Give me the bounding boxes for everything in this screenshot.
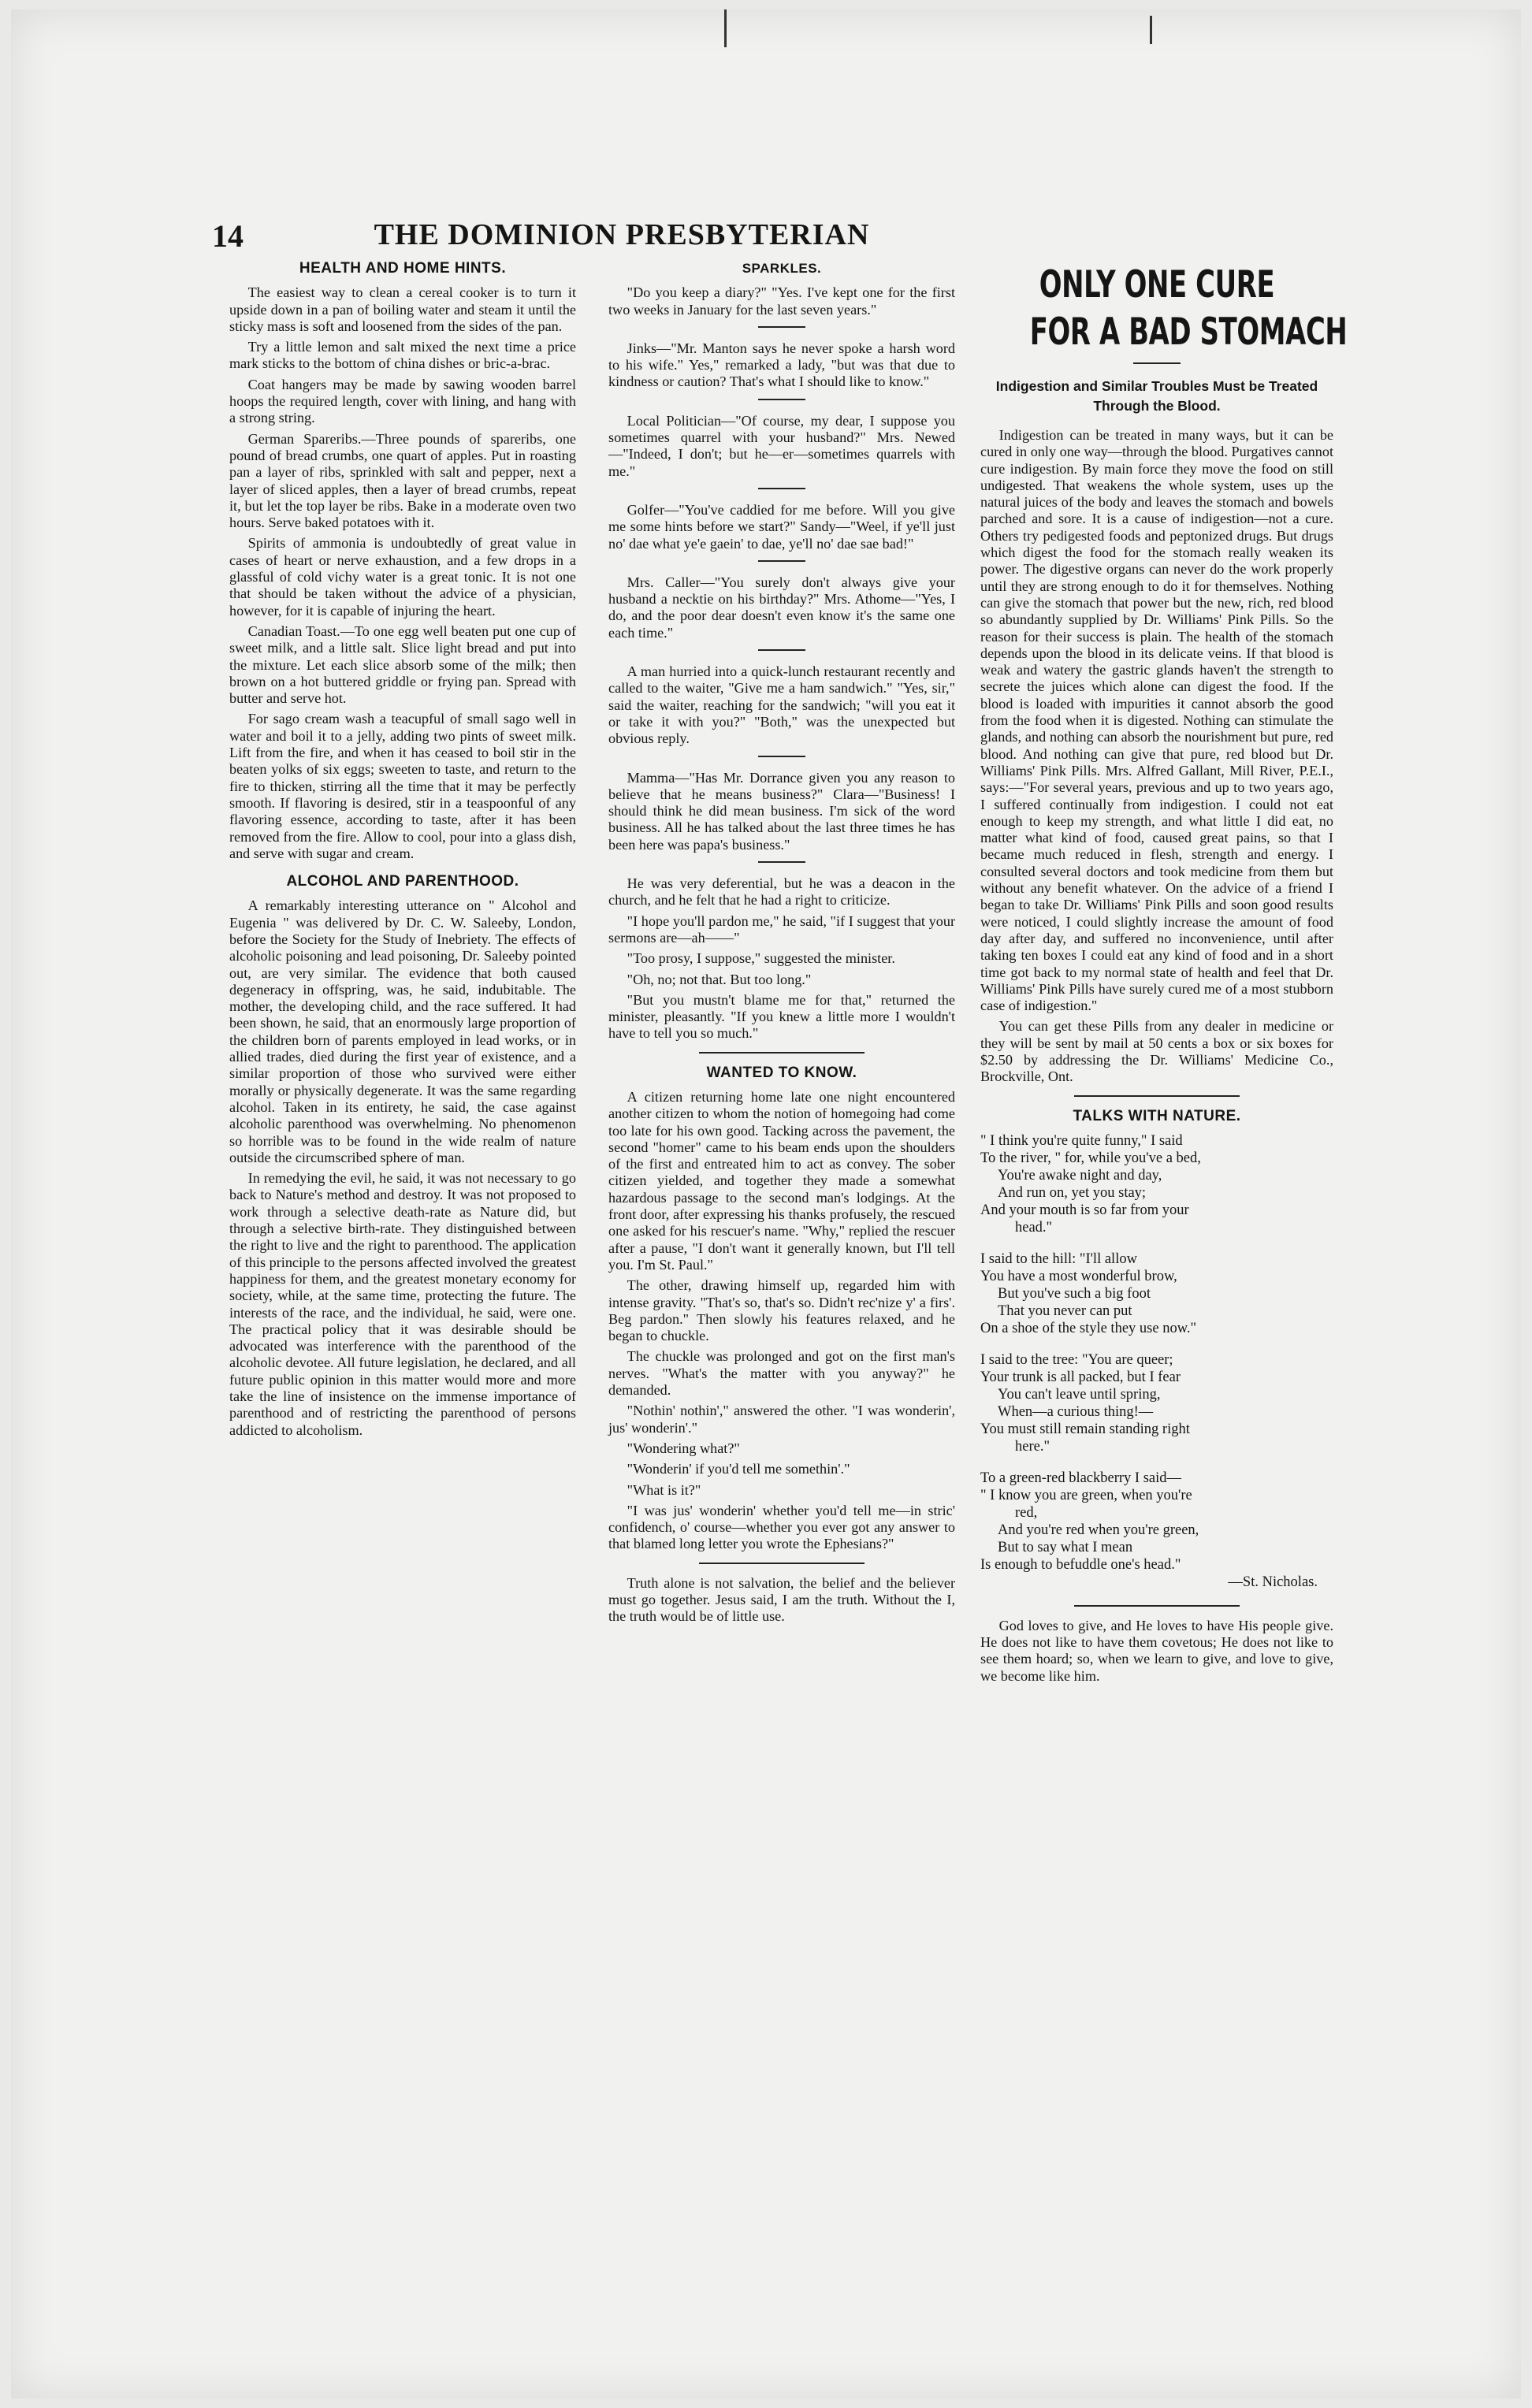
margin-mark: [1150, 16, 1152, 44]
paragraph: For sago cream wash a teacupful of small sago well in water and boil it to a jelly, adding two pints of sweet milk. Lift from the fire, and when it has ceased to boil stir in the beaten yolks of six eggs; sweeten to taste, and return to the fire to thicken, stirring all the time that it may be perfectly smooth. If flavoring is desired, stir in a teaspoonful of any flavoring essence, according to taste, after it has been removed from the fire. Allow to cool, pour into a glass dish, and serve with sugar and cream.: [229, 711, 576, 861]
paragraph: In remedying the evil, he said, it was not necessary to go back to Nature's method and destroy. It was not proposed to work through a selective death-rate as Nature did, but through a selective birth-rate. They distinguished between the right to live and the right to parenthood. The application of this principle to the persons affected involved the greatest happiness for them, and the greatest monetary economy for society, while, at the same time, protecting the future. The interests of the race, and the individual, he said, were one. The practical policy that it was desirable should be advocated was interference with the parenthood of the alcoholic devotee. All future legislation, he declared, and all future public opinion in this matter would more and more take the line of insistence on the immense importance of parenthood and of restricting the parenthood of persons addicted to alcoholism.: [229, 1170, 576, 1438]
poem-line: But to say what I mean: [998, 1539, 1133, 1555]
poem-line: And your mouth is so far from your: [980, 1202, 1189, 1218]
poem-line: Is enough to befuddle one's head.": [980, 1556, 1181, 1573]
divider: [758, 488, 805, 489]
alcohol-article-body: [229, 897, 576, 1439]
section-heading-health: HEALTH AND HOME HINTS.: [299, 260, 507, 277]
section-heading-wanted: WANTED TO KNOW.: [706, 1064, 857, 1081]
paragraph: "Wonderin' if you'd tell me somethin'.": [627, 1461, 850, 1477]
poem-line: " I think you're quite funny," I said: [980, 1132, 1183, 1149]
column-health-hints: [229, 260, 576, 1443]
stanza: [980, 1470, 1333, 1591]
paragraph: Golfer—"You've caddied for me before. Will you give me some hints before we start?" Sandy—"Weel, if ye'll just no' dae what ye'e gaein' to dae, ye'll no' dae sae bad!": [608, 501, 955, 552]
divider: [1074, 1095, 1240, 1097]
poem-line: But you've such a big foot: [998, 1285, 1151, 1302]
poem-line: You must still remain standing right: [980, 1421, 1190, 1437]
page-header: [212, 217, 984, 262]
paragraph: He was very deferential, but he was a deacon in the church, and he felt that he had a right to criticize.: [608, 875, 955, 909]
poem-line: And you're red when you're green,: [998, 1522, 1199, 1538]
ad-subheadline: Indigestion and Similar Troubles Must be Treated Through the Blood.: [995, 378, 1318, 414]
paragraph: German Spareribs.—Three pounds of spareribs, one pound of bread crumbs, one quart of apples. Put in roasting pan a layer of ribs, sprinkled with salt and pepper, next a layer of sliced apples, then a layer of bread crumbs, repeat it, but let the top layer be ribs. Bake in a moderate oven two hours. Serve baked potatoes with it.: [229, 430, 576, 531]
poem-talks-with-nature: [980, 1132, 1333, 1591]
paragraph: "Too prosy, I suppose," suggested the minister.: [627, 950, 895, 967]
paragraph: Canadian Toast.—To one egg well beaten put one cup of sweet milk, and a little salt. Slice light bread and put into the mixture. Let each slice absorb some of the milk; then brown on a hot buttered griddle or frying pan. Spread with butter and serve hot.: [229, 622, 576, 707]
sparkle-item: [608, 574, 955, 641]
stanza: [980, 1250, 1333, 1337]
sparkle-item: [608, 340, 955, 391]
sparkle-item: [608, 663, 955, 747]
wanted-article-body: [608, 1089, 955, 1553]
divider: [699, 1052, 865, 1054]
ad-headline-line-1: ONLY ONE CURE: [1039, 263, 1275, 307]
newspaper-title: THE DOMINION PRESBYTERIAN: [374, 218, 870, 251]
paragraph: Local Politician—"Of course, my dear, I suppose you sometimes quarrel with your husband?" Mrs. Newed—"Indeed, I don't; but he—er—sometimes quarrels with me.": [608, 412, 955, 479]
poem-line: You can't leave until spring,: [998, 1386, 1161, 1403]
paragraph: "But you mustn't blame me for that," returned the minister, pleasantly. "If you knew a little more I wouldn't have to tell you so much.": [608, 991, 955, 1042]
newspaper-page: [11, 9, 1521, 2399]
poem-line: Your trunk is all packed, but I fear: [980, 1369, 1181, 1385]
paragraph: Mamma—"Has Mr. Dorrance given you any reason to believe that he means business?" Clara—"Business! I should think he did mean business. I'm sick of the word business. All he has talked about the last three times he has been here was papa's business.": [608, 769, 955, 853]
poem-line: You have a most wonderful brow,: [980, 1268, 1177, 1284]
divider: [758, 861, 805, 863]
paragraph: Jinks—"Mr. Manton says he never spoke a harsh word to his wife." Yes," remarked a lady, "but was that due to kindness or caution? That's what I should like to know.": [608, 340, 955, 390]
paragraph: Coat hangers may be made by sawing wooden barrel hoops the required length, cover with lining, and hang with a strong string.: [229, 376, 576, 426]
divider: [758, 756, 805, 757]
sparkles-items: [608, 284, 955, 1042]
ad-headline-line-2: FOR A BAD STOMACH: [1029, 310, 1348, 354]
poem-line: On a shoe of the style they use now.": [980, 1320, 1197, 1336]
ad-body: [980, 427, 1333, 1086]
divider: [1074, 1605, 1240, 1607]
paragraph: The easiest way to clean a cereal cooker is to turn it upside down in a pan of boiling water and steam it until the sticky mass is soft and loosened from the sides of the pan.: [229, 284, 576, 334]
page-number: 14: [212, 218, 244, 254]
paragraph: The chuckle was prolonged and got on the first man's nerves. "What's the matter with you anyway?" he demanded.: [608, 1348, 955, 1399]
paragraph: A remarkably interesting utterance on " Alcohol and Eugenia " was delivered by Dr. C. W. Saleeby, London, before the Society for the Study of Inebriety. The effects of alcoholic poisoning and lead poisoning, Dr. Saleeby pointed out, are very similar. The evidence that both caused degeneracy in offspring, was, he said, indubitable. The mother, the developing child, and the race suffered. It had been shown, he said, that an enormously large proportion of the children born of parents employed in lead works, or in allied trades, died during the first year of existence, and a similar proportion of those who survived were either morally or physically degenerate. It was the same regarding alcohol. Taken in its entirety, he said, the case against alcoholic parenthood was overwhelming. No phenomenon so horrible was to be found in the wide realm of nature outside the circumscribed sphere of man.: [229, 897, 576, 1165]
section-heading-sparkles: SPARKLES.: [742, 261, 822, 276]
poem-line: " I know you are green, when you're: [980, 1487, 1192, 1503]
divider: [758, 399, 805, 400]
poem-line: red,: [1015, 1504, 1038, 1521]
paragraph: Spirits of ammonia is undoubtedly of great value in cases of heart or nerve exhaustion, and a few drops in a glassful of cold vichy water is a great tonic. It is not one that should be taken without the advice of a physician, however, for it is capable of injuring the heart.: [229, 535, 576, 619]
divider: [758, 326, 805, 328]
closing-paragraph: God loves to give, and He loves to have His people give. He does not like to have them covetous; He does not like to see them hoard; so, when we learn to give, and love to give, we become like him.: [980, 1617, 1333, 1684]
sparkle-item: [608, 770, 955, 853]
divider: [758, 649, 805, 651]
poem-line: When—a curious thing!—: [998, 1403, 1154, 1420]
margin-mark: [724, 9, 727, 47]
stanza: [980, 1132, 1333, 1236]
column-sparkles: [608, 260, 955, 1626]
section-heading-alcohol: ALCOHOL AND PARENTHOOD.: [286, 873, 519, 890]
paragraph: Indigestion can be treated in many ways, but it can be cured in only one way—through the blood. Purgatives cannot cure indigestion. By main force they move the food on still undigested. That weakens the whole system, uses up the natural juices of the body and leaves the stomach and bowels parched and sore. It is a cause of indigestion—not a cure. Others try pedigested foods and peptonized drugs. But drugs which digest the food for the stomach really weaken its power. The digestive organs can never do the work properly until they are strong enough to do it for themselves. Nothing can give the stomach that power but the new, rich, red blood so abundantly supplied by Dr. Williams' Pink Pills. So the reason for their success is plain. The health of the stomach depends upon the blood in its delicate veins. If that blood is weak and watery the gastric glands haven't the strength to secrete the juices which alone can digest the food. If the blood is loaded with impurities it cannot absorb the good from the food when it is digested. Nothing can stimulate the glands, and nothing can absorb the nourishment but pure, red blood. And nothing can give that pure, red blood but Dr. Williams' Pink Pills. Mrs. Alfred Gallant, Mill River, P.E.I., says:—"For several years, previous and up to two years ago, I suffered continually from indigestion. I could not eat enough to keep my strength, and what little I did eat, no matter what kind of food, caused great pains, so that I became much reduced in flesh, strength and energy. I consulted several doctors and took medicine from them but without any benefit whatever. On the advice of a friend I began to take Dr. Williams' Pink Pills and soon good results were noticed, I could slightly increase the amount of food day after day, and suffered no inconvenience, until after taking ten boxes I could eat any kind of food and in a short time got back to my normal state of health and feel that Dr. Williams' Pink Pills have surely cured me of a most stubborn case of indigestion.": [980, 427, 1333, 1014]
divider: [1133, 362, 1181, 364]
poem-attribution: —St. Nicholas.: [1228, 1574, 1318, 1590]
paragraph: Mrs. Caller—"You surely don't always give your husband a necktie on his birthday?" Mrs. Athome—"Yes, I do, and the poor dear doesn't even know it's the same one each time.": [608, 574, 955, 641]
sparkle-item: [608, 502, 955, 552]
section-heading-talks: TALKS WITH NATURE.: [1073, 1107, 1241, 1124]
health-hints-body: [229, 284, 576, 862]
poem-line: To the river, " for, while you've a bed,: [980, 1150, 1201, 1166]
sparkle-item: [608, 284, 955, 318]
divider: [699, 1563, 865, 1564]
sparkle-item: [608, 875, 955, 1042]
paragraph: "Nothin' nothin'," answered the other. "I was wonderin', jus' wonderin'.": [608, 1403, 955, 1436]
paragraph: "Oh, no; not that. But too long.": [627, 971, 812, 987]
paragraph: You can get these Pills from any dealer in medicine or they will be sent by mail at 50 cents a box or six boxes for $2.50 by addressing the Dr. Williams' Medicine Co., Brockville, Ont.: [980, 1018, 1333, 1085]
poem-line: To a green-red blackberry I said—: [980, 1470, 1182, 1486]
poem-line: here.": [1015, 1438, 1050, 1455]
poem-line: I said to the hill: "I'll allow: [980, 1250, 1137, 1267]
stanza: [980, 1351, 1333, 1455]
paragraph: A citizen returning home late one night encountered another citizen to whom the notion of homegoing had come too late for his own good. Tacking across the pavement, the second "homer" came to his beam ends upon the shoulders of the first and entreated him to act as convey. The sober citizen yielded, and together they made a somewhat hazardous passage to the second man's lodgings. At the front door, after expressing his thanks profusely, the rescued one asked for his rescuer's name. "Why," replied the rescuer after a pause, "I don't want it generally known, but I'll tell you. I'm St. Paul.": [608, 1088, 955, 1273]
paragraph: "What is it?": [627, 1481, 701, 1498]
paragraph: Try a little lemon and salt mixed the next time a price mark sticks to the bottom of china dishes or bric-a-brac.: [229, 339, 576, 372]
paragraph: "Wondering what?": [627, 1440, 740, 1456]
poem-line: And run on, yet you stay;: [998, 1184, 1147, 1201]
poem-line: You're awake night and day,: [998, 1167, 1162, 1184]
closing-paragraph: Truth alone is not salvation, the belief and the believer must go together. Jesus said, I am the truth. Without the I, the truth would be of little use.: [608, 1574, 955, 1625]
paragraph: "I was jus' wonderin' whether you'd tell me—in stric' confidench, o' course—whether you ever got any answer to that blamed long letter you wrote the Ephesians?": [608, 1502, 955, 1552]
poem-line: That you never can put: [998, 1302, 1132, 1319]
column-advertisement: [980, 260, 1348, 1685]
paragraph: The other, drawing himself up, regarded him with intense gravity. "That's so, that's so. Didn't rec'nize y' a firs'. Beg pardon." Then slowly his features relaxed, and he began to chuckle.: [608, 1277, 955, 1344]
sparkle-item: [608, 413, 955, 480]
divider: [758, 560, 805, 562]
poem-line: I said to the tree: "You are queer;: [980, 1351, 1173, 1368]
poem-line: head.": [1015, 1219, 1053, 1236]
paragraph: "Do you keep a diary?" "Yes. I've kept one for the first two weeks in January for the last seven years.": [608, 284, 955, 318]
paragraph: A man hurried into a quick-lunch restaurant recently and called to the waiter, "Give me a ham sandwich." "Yes, sir," said the waiter, reaching for the sandwich; "will you eat it or take it with you?" "Both," was the unexpected but obvious reply.: [608, 663, 955, 747]
paragraph: "I hope you'll pardon me," he said, "if I suggest that your sermons are—ah——": [608, 912, 955, 946]
